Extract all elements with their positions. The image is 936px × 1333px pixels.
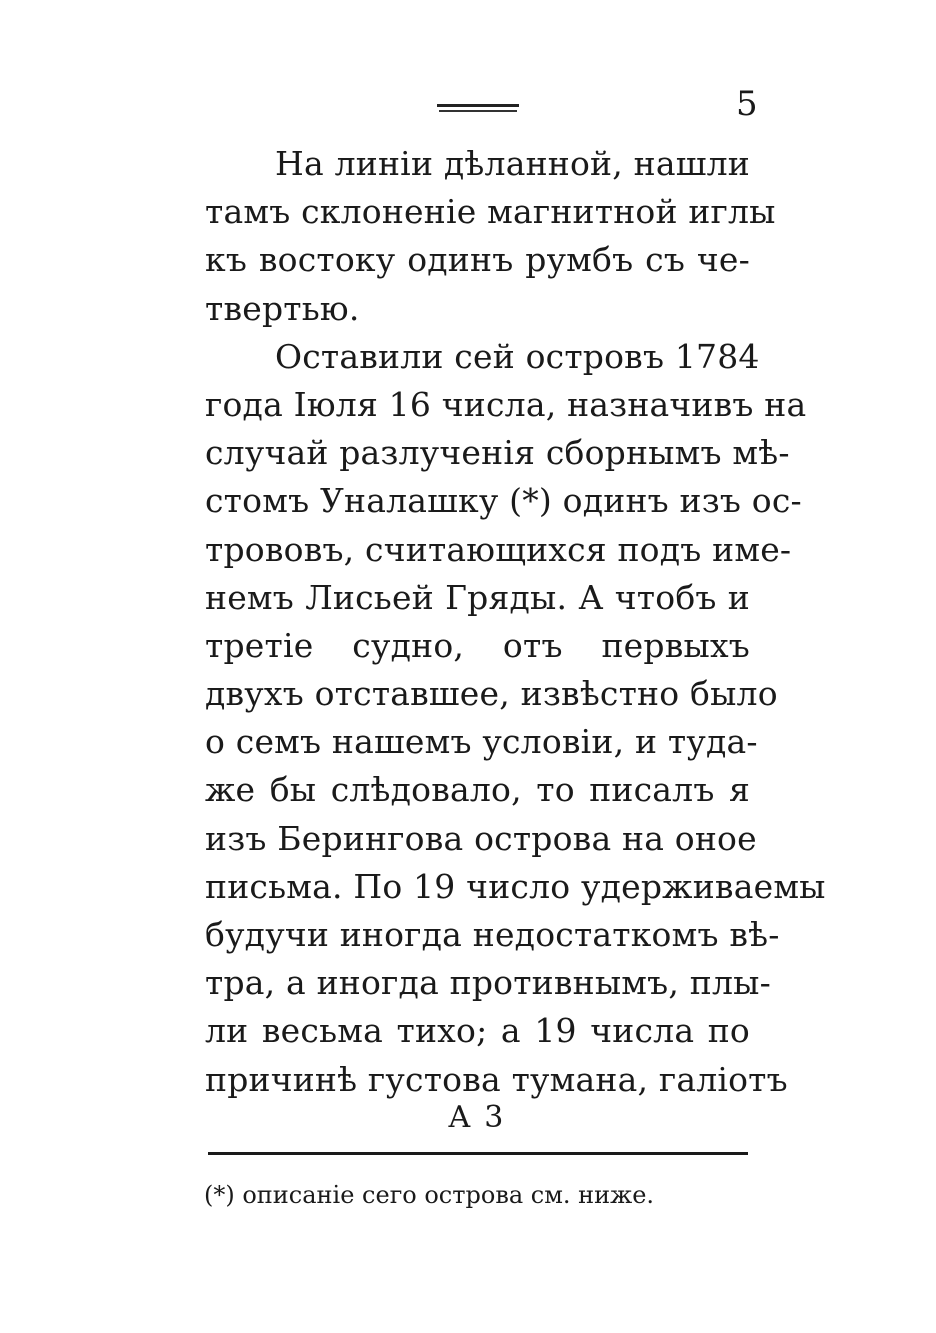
text-line: трововъ, считающихся подъ име- bbox=[205, 529, 792, 569]
signature-mark: А 3 bbox=[448, 1100, 506, 1135]
text-line: немъ Лисьей Гряды. А чтобъ и bbox=[205, 577, 750, 617]
text-line: тра, а иногда противнымъ, плы- bbox=[205, 963, 771, 1003]
text-line: твертью. bbox=[205, 288, 360, 328]
text-line: стомъ Уналашку (*) одинъ изъ ос- bbox=[205, 481, 802, 521]
text-line: изъ Берингова острова на оное bbox=[205, 818, 757, 858]
text-line: На линіи дѣланной, нашли bbox=[275, 144, 750, 183]
text-line: къ востоку одинъ румбъ съ че- bbox=[205, 240, 750, 280]
body-text bbox=[205, 140, 826, 1104]
text-line: двухъ отставшее, извѣстно было bbox=[205, 674, 778, 714]
page-number: 5 bbox=[736, 84, 758, 124]
header-ornament bbox=[437, 104, 519, 114]
footnote: (*) описаніе сего острова см. ниже. bbox=[204, 1181, 655, 1209]
text-line: будучи иногда недостаткомъ вѣ- bbox=[205, 915, 780, 954]
text-line: года Іюля 16 числа, назначивъ на bbox=[205, 384, 807, 424]
text-line: тамъ склоненіе магнитной иглы bbox=[205, 192, 776, 232]
text-line: причинѣ густова тумана, галіотъ bbox=[205, 1059, 788, 1099]
text-line: же бы слѣдовало, то писалъ я bbox=[205, 770, 750, 810]
ornament-rule-bottom bbox=[439, 110, 517, 112]
text-line: о семъ нашемъ условіи, и туда- bbox=[205, 722, 758, 762]
text-line: третіе судно, отъ первыхъ bbox=[205, 625, 750, 665]
text-line: Оставили сей островъ 1784 bbox=[275, 336, 760, 376]
text-line: письма. По 19 число удерживаемы bbox=[205, 866, 826, 906]
ornament-rule-top bbox=[437, 104, 519, 107]
text-line: ли весьма тихо; а 19 числа по bbox=[205, 1011, 750, 1051]
footnote-divider bbox=[208, 1152, 748, 1155]
text-line: случай разлученія сборнымъ мѣ- bbox=[205, 433, 790, 473]
